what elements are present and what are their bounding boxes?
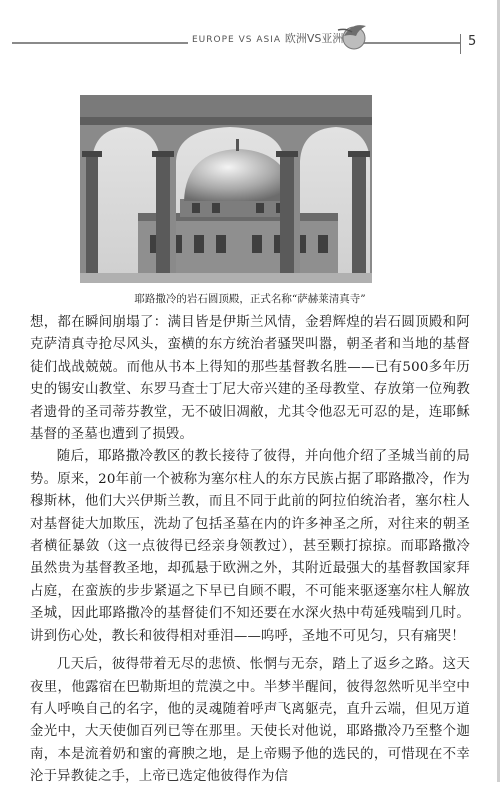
figure-caption: 耶路撒冷的岩石圆顶殿，正式名称“萨赫莱清真寺” (134, 293, 366, 305)
dome-of-the-rock-photo (80, 95, 372, 283)
page-number: 5 (468, 34, 477, 49)
running-title-latin: EUROPE VS ASIA (192, 35, 281, 45)
paragraph: 随后，耶路撒冷教区的教长接待了彼得，并向他介绍了圣城当前的局势。原来，20年前一个被称为塞尔柱人的东方民族占据了耶路撒冷，作为穆斯林，他们大兴伊斯兰教，而且不同于此前的阿拉伯统治者，塞尔柱人对基督徒大加欺压，洗劫了包括圣墓在内的许多神圣之所，对往来的朝圣者横征暴敛（这一点彼得已经亲身领教过），甚至颗打掠掠。而耶路撒冷虽然贵为基督教圣地，却孤悬于欧洲之外，其附近最强大的基督教国家拜占庭，在蛮族的步步紧逼之下早已自顾不暇，不可能来驱逐塞尔柱人解放圣城，因此耶路撒冷的基督徒们不知还要在水深火热中苟延残喘到几时。讲到伤心处，教长和彼得相对垂泪——呜呼，圣地不可见匀，只有痛哭！ (30, 449, 470, 644)
running-header (12, 28, 482, 62)
paragraph: 几天后，彼得带着无尽的悲愤、怅惘与无奈，踏上了返乡之路。这天夜里，他露宿在巴勒斯坦的荒漠之中。半梦半醒间，彼得忽然听见半空中有人呼唤自己的名字，他的灵魂随着呼声飞离躯壳，直升云端，但见万道金光中，大天使伽百列已等在那里。天使长对他说，耶路撒冷乃至整个迦南，本是流着奶和蜜的膏腴之地，是上帝赐予他的选民的，可惜现在不幸沦于异教徒之手，上帝已选定他彼得作为信 (30, 657, 470, 785)
photo-illustration (80, 95, 372, 283)
header-divider (460, 34, 461, 54)
running-title (188, 30, 347, 46)
bird-globe-emblem-icon (332, 18, 372, 54)
running-title-cn: 欧洲VS亚洲 (284, 32, 344, 45)
body-text (30, 312, 470, 789)
paragraph: 想，都在瞬间崩塌了：满目皆是伊斯兰风情，金碧辉煌的岩石圆顶殿和阿克萨清真寺抢尽风头，蛮横的东方统治者骚哭叫嚣，朝圣者和当地的基督徒们战战兢兢。而他从书本上得知的那些基督教名胜——已有500多年历史的锡安山教堂、东罗马查士丁尼大帝兴建的圣母教堂、存放第一位殉教者遗骨的圣司蒂芬教堂，无不破旧凋敝，尤其令他忍无可忍的是，连耶稣基督的圣墓也遭到了损毁。 (30, 315, 470, 443)
